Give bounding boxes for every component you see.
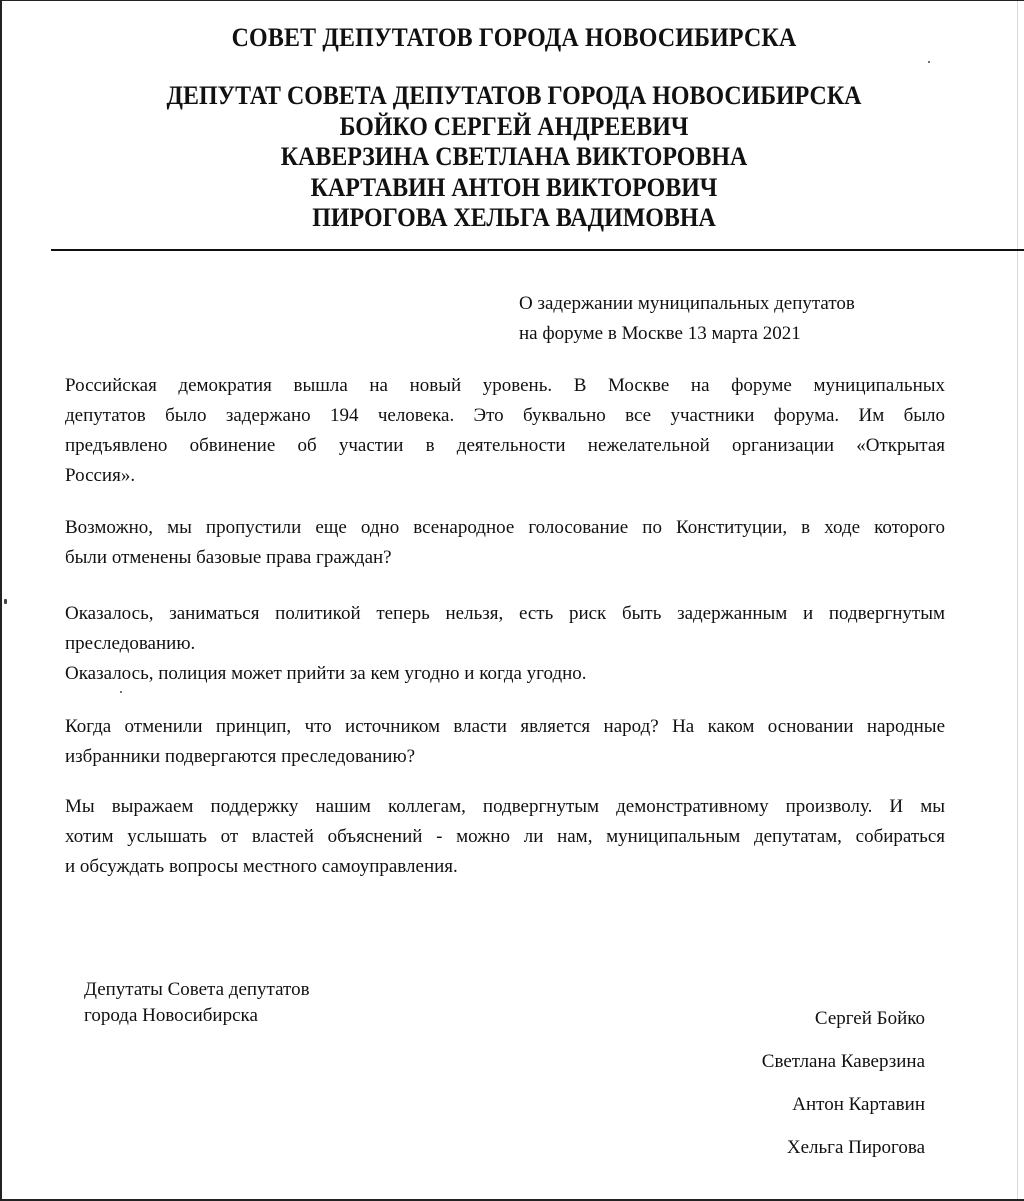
paragraph-line: избранники подвергаются преследованию?	[65, 746, 416, 767]
scan-speck	[120, 691, 122, 693]
signatories-title-line-1: Депутаты Совета депутатов	[84, 979, 310, 1000]
signatories-title	[84, 977, 310, 1029]
letterhead-name-pirogova: ПИРОГОВА ХЕЛЬГА ВАДИМОВНА	[312, 203, 716, 232]
letterhead-name-kaverzina: КАВЕРЗИНА СВЕТЛАНА ВИКТОРОВНА	[280, 142, 748, 171]
signatory-pirogova: Хельга Пирогова	[786, 1137, 925, 1158]
paragraph-line: были отменены базовые права граждан?	[65, 547, 392, 568]
signatories-title-line-2: города Новосибирска	[84, 1005, 258, 1026]
paragraph-4	[65, 712, 945, 772]
signatory-kartavin: Антон Картавин	[792, 1094, 925, 1115]
scan-speck	[4, 599, 7, 604]
paragraph-line: Российская демократия вышла на новый уровень. В Москве на форуме муниципальных	[65, 375, 945, 396]
subject-line	[519, 289, 855, 349]
paragraph-line: хотим услышать от властей объяснений - можно ли нам, муниципальным депутатам, собираться	[65, 826, 945, 847]
scan-speck	[928, 61, 930, 63]
paragraph-line: Россия».	[65, 465, 136, 486]
letterhead-name-kartavin: КАРТАВИН АНТОН ВИКТОРОВИЧ	[310, 172, 718, 202]
subject-line-2: на форуме в Москве 13 марта 2021	[519, 323, 801, 344]
signatory-kaverzina: Светлана Каверзина	[761, 1051, 925, 1072]
letterhead-name-boyko: БОЙКО СЕРГЕЙ АНДРЕЕВИЧ	[339, 111, 689, 141]
paragraph-line: и обсуждать вопросы местного самоуправления.	[65, 856, 458, 877]
letterhead-position: ДЕПУТАТ СОВЕТА ДЕПУТАТОВ ГОРОДА НОВОСИБИРСКА	[166, 81, 862, 110]
paragraph-2	[65, 513, 945, 573]
paragraph-line: Оказалось, заниматься политикой теперь нельзя, есть риск быть задержанным и подвергнутым	[65, 603, 945, 624]
signatory-names	[762, 1006, 925, 1178]
letterhead-divider	[51, 249, 1024, 251]
paragraph-line: Когда отменили принцип, что источником власти является народ? На каком основании народные	[65, 716, 945, 737]
paragraph-line: Возможно, мы пропустили еще одно всенародное голосование по Конституции, в ходе которого	[65, 517, 945, 538]
paragraph-5	[65, 792, 945, 882]
council-title: СОВЕТ ДЕПУТАТОВ ГОРОДА НОВОСИБИРСКА	[231, 23, 797, 52]
signatory-boyko: Сергей Бойко	[814, 1008, 925, 1029]
letterhead	[2, 81, 1024, 234]
paragraph-line: депутатов было задержано 194 человека. Это буквально все участники форума. Им было	[65, 405, 945, 426]
subject-line-1: О задержании муниципальных депутатов	[519, 293, 855, 314]
paragraph-1	[65, 371, 945, 491]
paragraph-line: Оказалось, полиция может прийти за кем угодно и когда угодно.	[65, 663, 587, 684]
paragraph-line: предъявлено обвинение об участии в деятельности нежелательной организации «Открытая	[65, 435, 945, 456]
paragraph-3	[65, 599, 945, 689]
paragraph-line: Мы выражаем поддержку нашим коллегам, подвергнутым демонстративному произволу. И мы	[65, 796, 945, 817]
paragraph-line: преследованию.	[65, 633, 196, 654]
